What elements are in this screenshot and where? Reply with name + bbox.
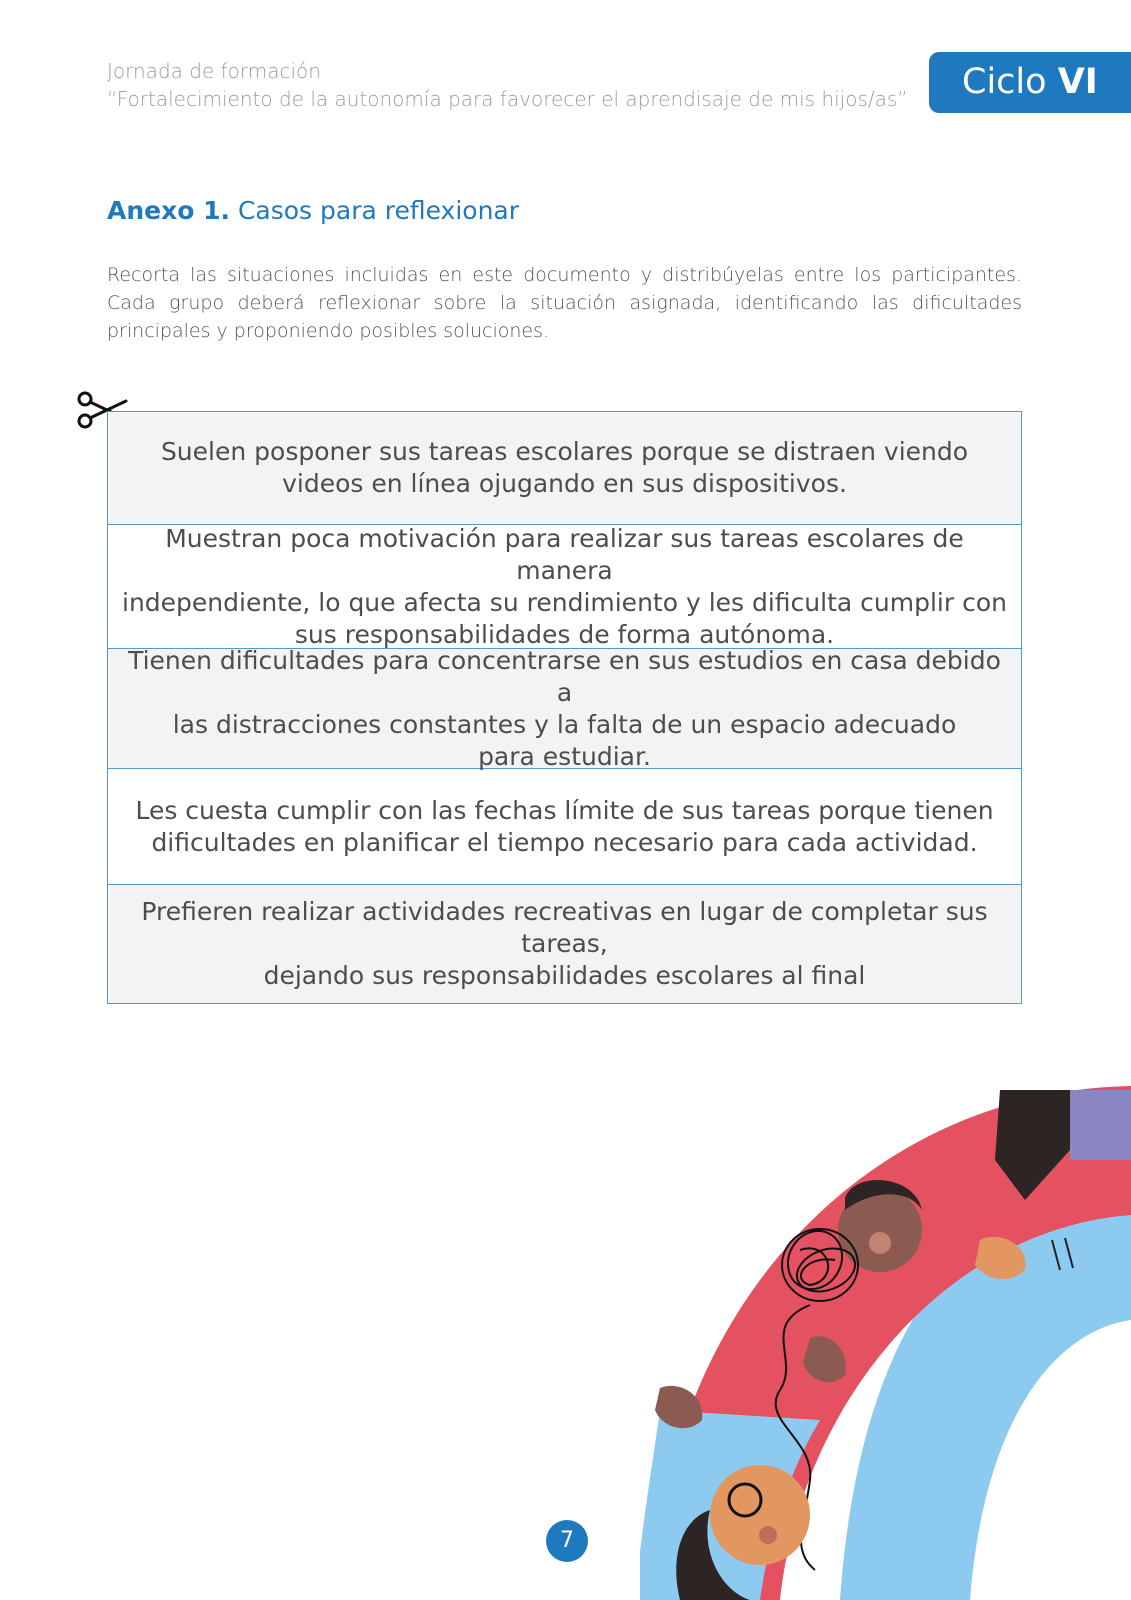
case-card	[108, 412, 1021, 525]
case-text	[135, 795, 993, 859]
case-text	[120, 896, 1009, 992]
intro-paragraph: Recorta las situaciones incluidas en este documento y distribúyelas entre los participantes. Cada grupo deberá reflexionar sobre la situación asignada, identificando las dificultades principales y proponiendo posibles soluciones.	[107, 264, 1022, 342]
case-card	[108, 885, 1021, 1003]
case-card	[108, 769, 1021, 885]
header-line-1: Jornada de formación	[107, 59, 321, 83]
page-number: 7	[546, 1520, 588, 1562]
case-line: las distracciones constantes y la falta de un espacio adecuado	[172, 709, 957, 739]
cycle-tab	[929, 52, 1131, 113]
case-line: Tienen dificultades para concentrarse en sus estudios en casa debido a	[128, 645, 1001, 707]
case-card	[108, 645, 1021, 771]
case-line: independiente, lo que afecta su rendimiento y les dificulta cumplir con	[122, 587, 1007, 617]
section-title-rest: Casos para reflexionar	[230, 196, 520, 225]
case-text	[120, 523, 1009, 651]
case-line: Prefieren realizar actividades recreativas en lugar de completar sus tareas,	[141, 897, 988, 958]
cases-list	[107, 411, 1022, 1004]
case-line: videos en línea ojugando en sus dispositivos.	[282, 469, 847, 498]
case-line: dificultades en planificar el tiempo necesario para cada actividad.	[151, 827, 978, 857]
case-card	[108, 525, 1021, 649]
case-text	[161, 436, 968, 500]
header-line-2: “Fortalecimiento de la autonomía para favorecer el aprendisaje de mis hijos/as”	[107, 87, 908, 111]
case-line: Muestran poca motivación para realizar sus tareas escolares de manera	[165, 523, 964, 585]
case-line: para estudiar.	[478, 741, 651, 771]
cycle-number: VI	[1057, 62, 1098, 102]
case-line: Suelen posponer sus tareas escolares porque se distraen viendo	[160, 437, 969, 466]
cycle-label: Ciclo	[962, 62, 1047, 102]
case-line: Les cuesta cumplir con las fechas límite de sus tareas porque tienen	[135, 795, 994, 825]
header-text	[107, 57, 908, 113]
family-arch-illustration	[640, 1080, 1131, 1600]
section-title	[107, 196, 519, 225]
case-line: sus responsabilidades de forma autónoma.	[294, 619, 835, 649]
case-line: dejando sus responsabilidades escolares al final	[263, 961, 866, 990]
case-text	[120, 645, 1009, 773]
section-title-bold: Anexo 1.	[107, 196, 230, 225]
